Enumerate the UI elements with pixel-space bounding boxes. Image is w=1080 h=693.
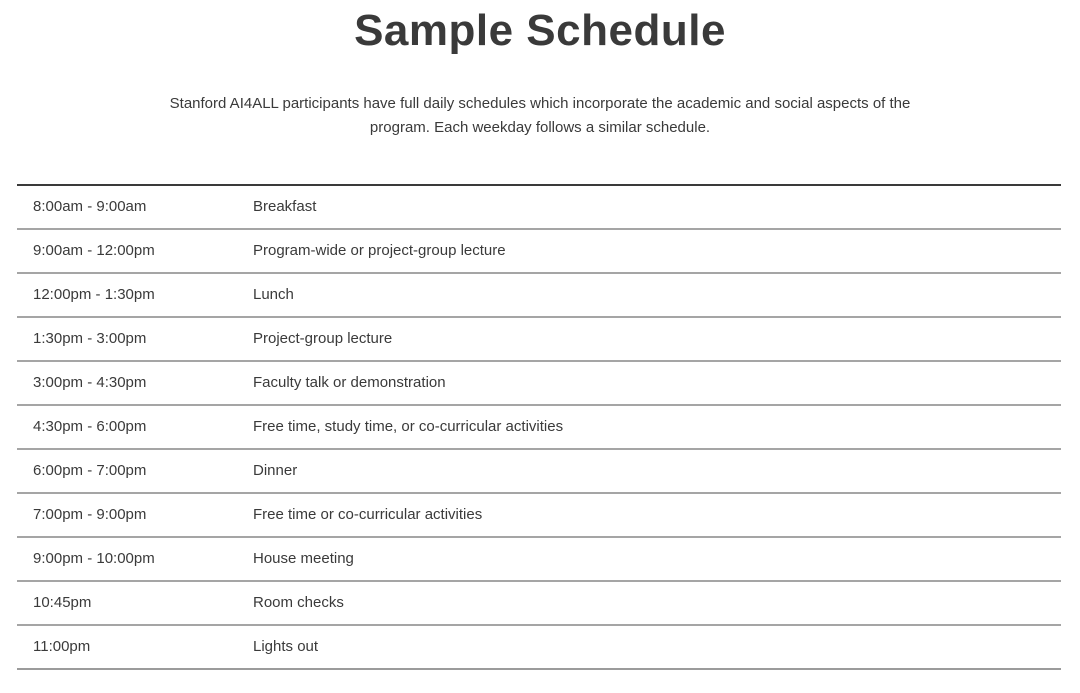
table-row xyxy=(17,273,1061,317)
schedule-page xyxy=(0,5,1080,693)
time-cell: 11:00pm xyxy=(33,637,91,655)
time-cell: 10:45pm xyxy=(33,593,92,611)
activity-cell: House meeting xyxy=(253,549,354,567)
time-cell: 9:00pm - 10:00pm xyxy=(33,549,155,567)
activity-cell: Lights out xyxy=(253,637,319,655)
activity-cell: Free time or co-curricular activities xyxy=(253,505,483,523)
activity-cell: Project-group lecture xyxy=(253,329,393,347)
activity-cell: Room checks xyxy=(253,593,344,611)
page-title: Sample Schedule xyxy=(354,6,726,55)
activity-cell: Breakfast xyxy=(253,197,317,215)
table-row xyxy=(17,449,1061,493)
activity-cell: Free time, study time, or co-curricular activities xyxy=(253,417,564,435)
activity-cell: Dinner xyxy=(253,461,298,479)
activity-cell: Program-wide or project-group lecture xyxy=(253,241,506,259)
table-row xyxy=(17,361,1061,405)
table-row xyxy=(17,185,1061,229)
time-cell: 3:00pm - 4:30pm xyxy=(33,373,147,391)
time-cell: 9:00am - 12:00pm xyxy=(33,241,155,259)
activity-cell: Faculty talk or demonstration xyxy=(253,373,446,391)
table-row xyxy=(17,581,1061,625)
schedule-table-body xyxy=(17,185,1061,669)
time-cell: 6:00pm - 7:00pm xyxy=(33,461,147,479)
time-cell: 12:00pm - 1:30pm xyxy=(33,285,155,303)
schedule-table xyxy=(17,184,1061,670)
table-row xyxy=(17,405,1061,449)
page-description: Stanford AI4ALL participants have full daily schedules which incorporate the academic and social aspects of the program. Each weekday follows a similar schedule. xyxy=(169,94,911,136)
time-cell: 1:30pm - 3:00pm xyxy=(33,329,147,347)
time-cell: 4:30pm - 6:00pm xyxy=(33,417,147,435)
time-cell: 7:00pm - 9:00pm xyxy=(33,505,147,523)
activity-cell: Lunch xyxy=(253,285,294,303)
table-row xyxy=(17,493,1061,537)
time-cell: 8:00am - 9:00am xyxy=(33,197,147,215)
table-row xyxy=(17,625,1061,669)
table-row xyxy=(17,229,1061,273)
table-row xyxy=(17,317,1061,361)
table-row xyxy=(17,537,1061,581)
